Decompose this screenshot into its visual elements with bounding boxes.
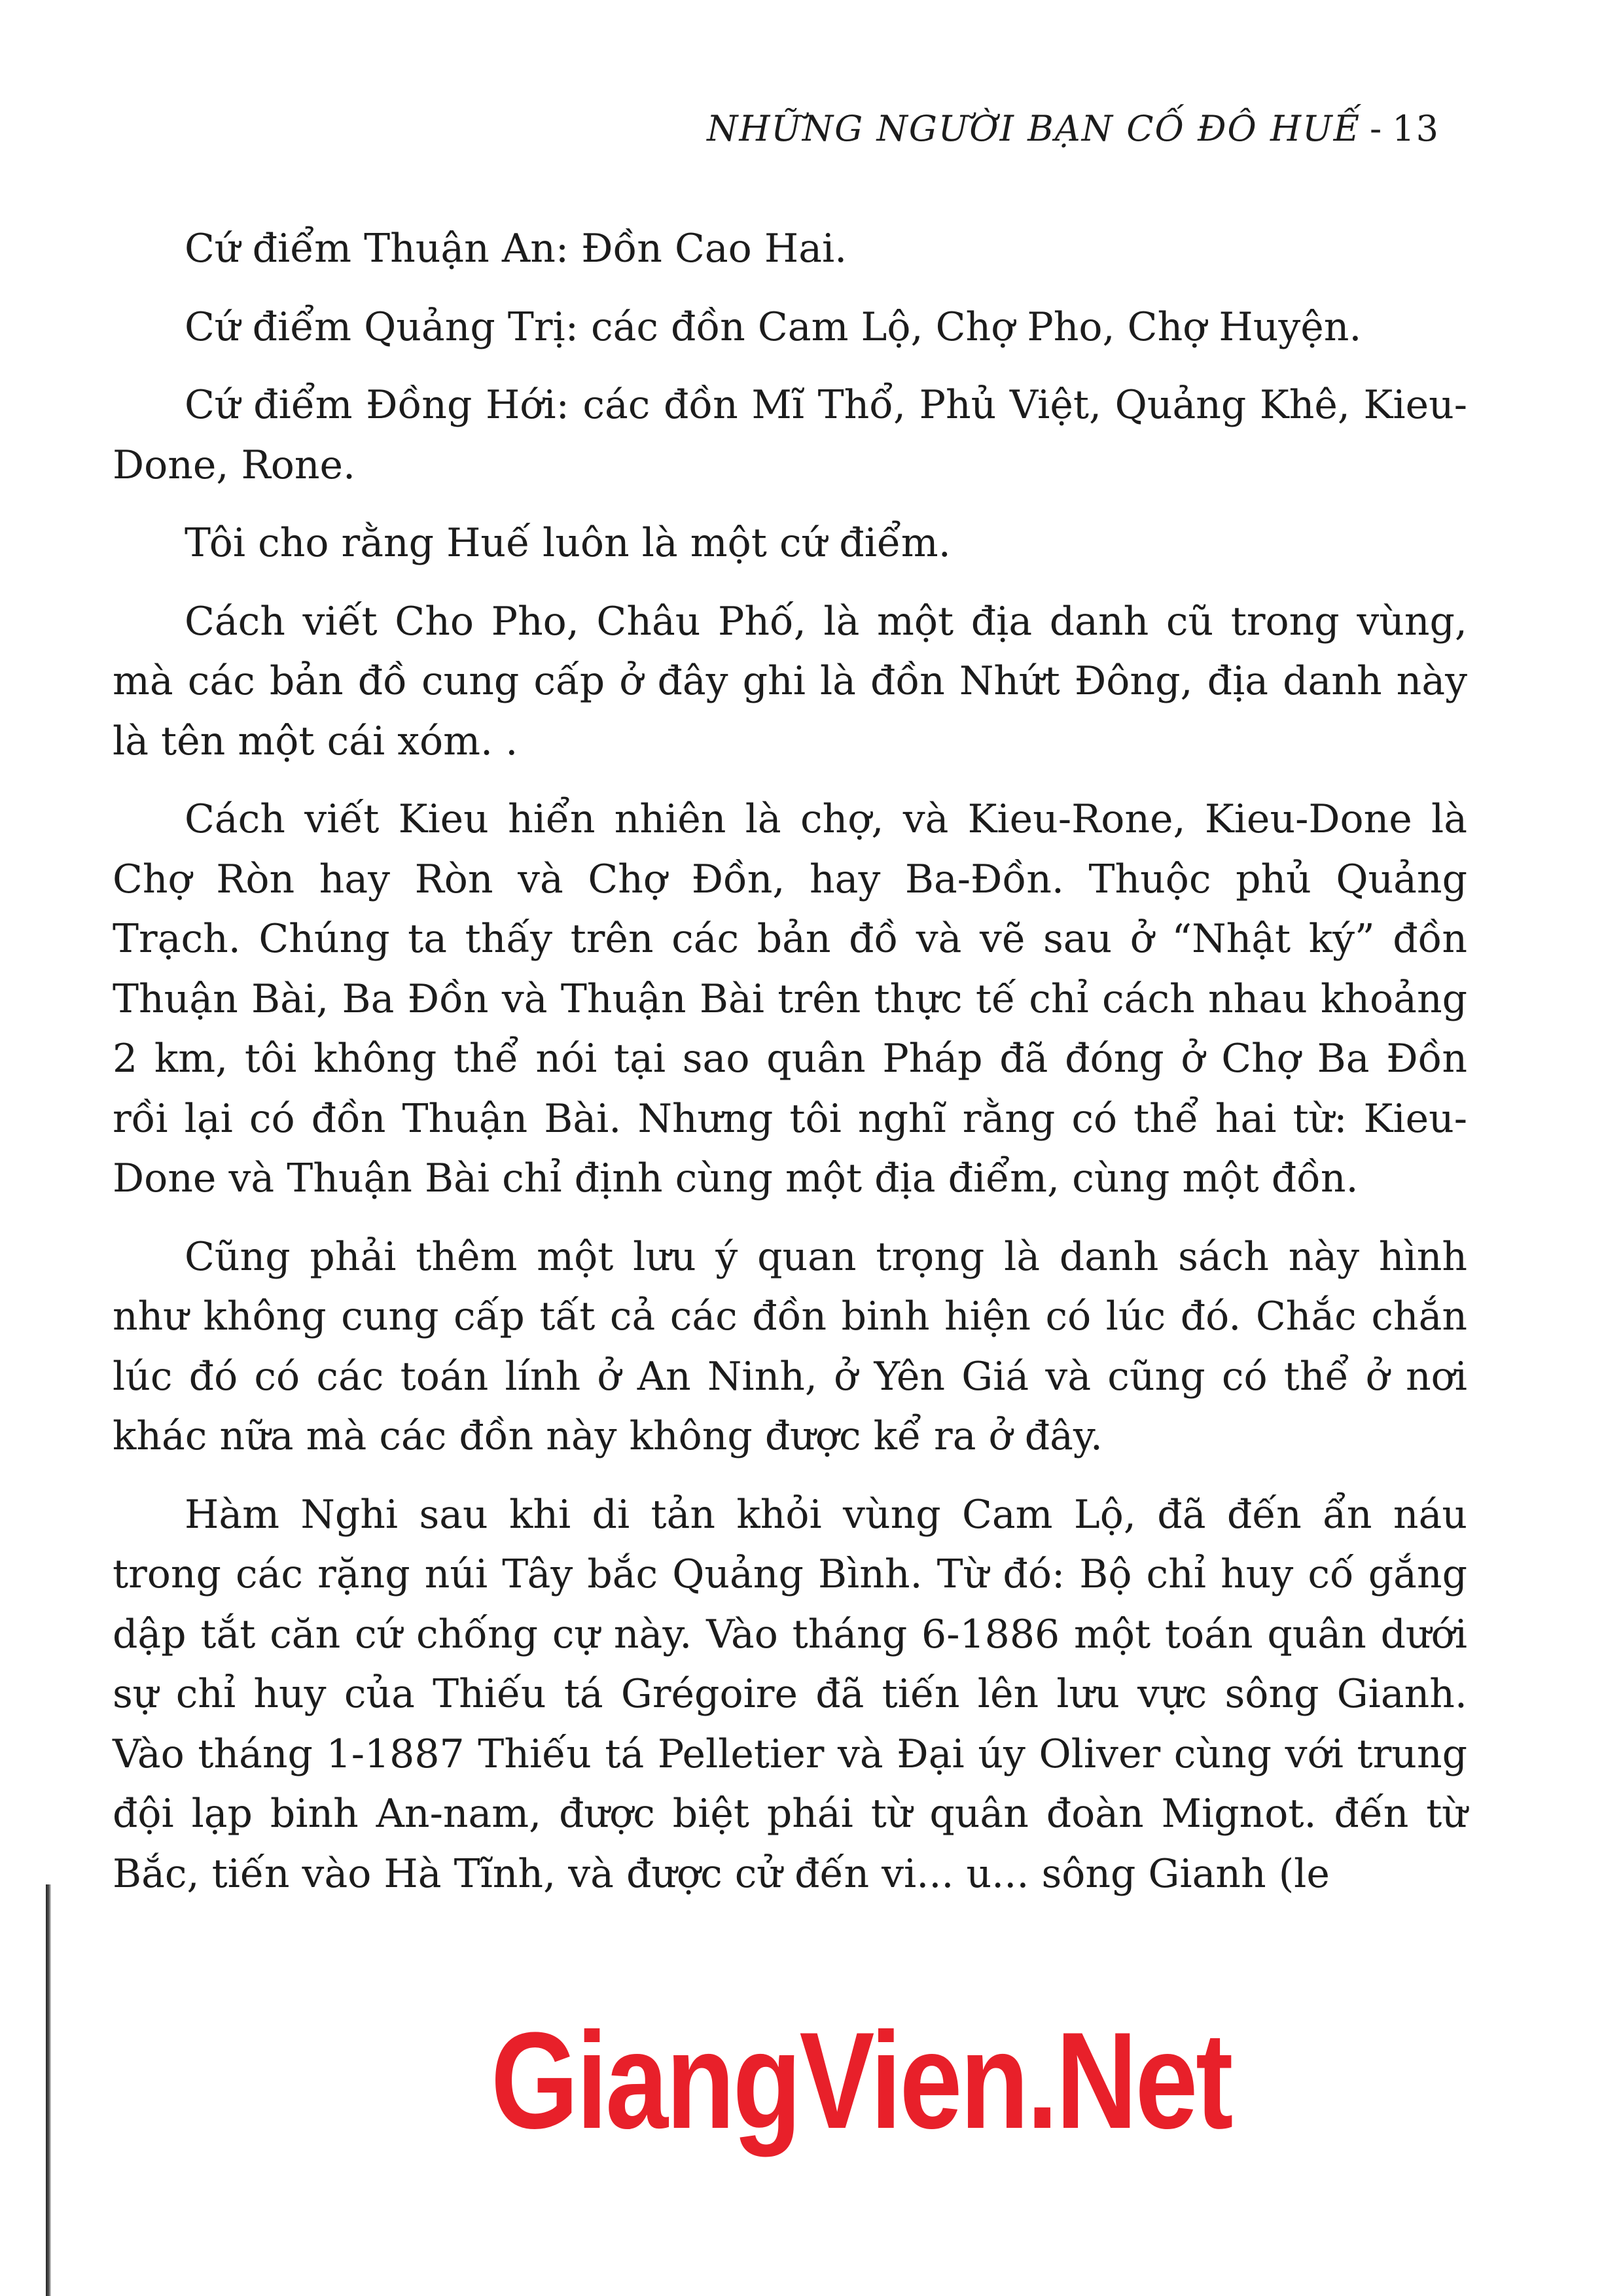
paragraph: Hàm Nghi sau khi di tản khỏi vùng Cam Lộ, đã đến ẩn náu trong các rặng núi Tây bắc Quảng Bình. Từ đó: Bộ chỉ huy cố gắng dập tắt căn cứ chống cự này. Vào tháng 6-1886 một toán quân dưới sự chỉ huy của Thiếu tá Grégoire đã tiến lên lưu vực sông Gianh. Vào tháng 1-1887 Thiếu tá Pelletier và Đại úy Oliver cùng với trung đội lạp binh An-nam, được biệt phái từ quân đoàn Mignot. đến từ Bắc, tiến vào Hà Tĩnh, và được cử đến vi... u... sông Gianh (le (113, 1491, 1467, 1897)
body-text (113, 219, 1467, 1922)
header-separator: - (1370, 108, 1383, 149)
paragraph: Cách viết Cho Pho, Châu Phố, là một địa danh cũ trong vùng, mà các bản đồ cung cấp ở đây ghi là đồn Nhứt Đông, địa danh này là tên một cái xóm. . (113, 598, 1467, 764)
paragraph: Cứ điểm Quảng Trị: các đồn Cam Lộ, Chợ Pho, Chợ Huyện. (185, 304, 1362, 350)
paragraph: Cũng phải thêm một lưu ý quan trọng là danh sách này hình như không cung cấp tất cả các đồn binh hiện có lúc đó. Chắc chắn lúc đó có các toán lính ở An Ninh, ở Yên Giá và cũng có thể ở nơi khác nữa mà các đồn này không được kể ra ở đây. (113, 1233, 1467, 1459)
running-header (641, 108, 1440, 149)
watermark: GiangVien.Net (491, 2004, 1232, 2157)
paragraph: Cách viết Kieu hiển nhiên là chợ, và Kieu-Rone, Kieu-Done là Chợ Ròn hay Ròn và Chợ Đồn, hay Ba-Đồn. Thuộc phủ Quảng Trạch. Chúng ta thấy trên các bản đồ và vẽ sau ở “Nhật ký” đồn Thuận Bài, Ba Đồn và Thuận Bài trên thực tế chỉ cách nhau khoảng 2 km, tôi không thể nói tại sao quân Pháp đã đóng ở Chợ Ba Đồn rồi lại có đồn Thuận Bài. Nhưng tôi nghĩ rằng có thể hai từ: Kieu-Done và Thuận Bài chỉ định cùng một địa điểm, cùng một đồn. (113, 796, 1467, 1201)
page-number: 13 (1392, 108, 1440, 149)
paragraph: Cứ điểm Thuận An: Đồn Cao Hai. (185, 226, 847, 272)
paragraph: Cứ điểm Đồng Hới: các đồn Mĩ Thổ, Phủ Việt, Quảng Khê, Kieu-Done, Rone. (113, 382, 1467, 488)
page-edge-shadow (46, 1884, 51, 2296)
book-title: NHỮNG NGƯỜI BẠN CỐ ĐÔ HUẾ (707, 108, 1361, 149)
paragraph: Tôi cho rằng Huế luôn là một cứ điểm. (185, 520, 951, 566)
